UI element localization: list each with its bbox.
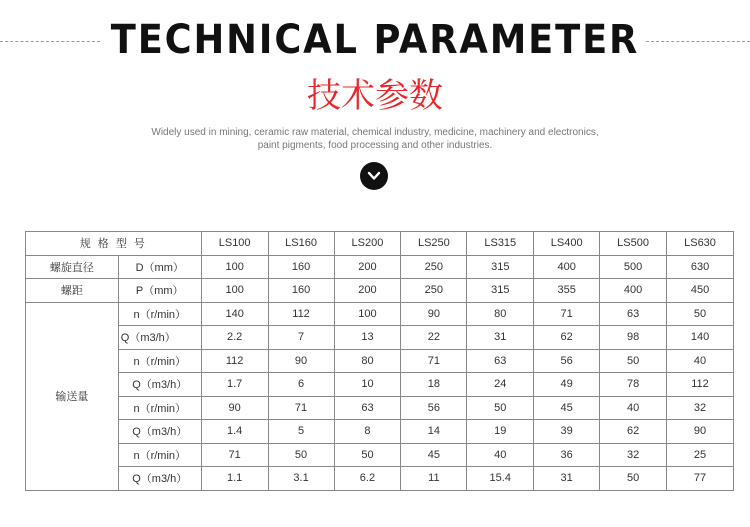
value-cell: 400 xyxy=(534,255,600,279)
value-cell: 8 xyxy=(334,420,401,444)
value-cell: 315 xyxy=(467,255,534,279)
value-cell: 160 xyxy=(268,255,334,279)
model-header-cell: LS400 xyxy=(534,232,600,256)
value-cell: 78 xyxy=(600,373,667,397)
value-cell: 250 xyxy=(401,279,467,303)
table-row xyxy=(26,396,734,420)
value-cell: 200 xyxy=(334,255,401,279)
value-cell: 50 xyxy=(600,467,667,491)
value-cell: 450 xyxy=(667,279,734,303)
value-cell: 90 xyxy=(268,349,334,373)
value-cell: 98 xyxy=(600,326,667,350)
value-cell: 50 xyxy=(600,349,667,373)
value-cell: 11 xyxy=(401,467,467,491)
value-cell: 45 xyxy=(534,396,600,420)
value-cell: 50 xyxy=(667,302,734,326)
value-cell: 6.2 xyxy=(334,467,401,491)
value-cell: 32 xyxy=(667,396,734,420)
value-cell: 6 xyxy=(268,373,334,397)
value-cell: 10 xyxy=(334,373,401,397)
value-cell: 3.1 xyxy=(268,467,334,491)
value-cell: 500 xyxy=(600,255,667,279)
value-cell: 71 xyxy=(201,443,268,467)
value-cell: 13 xyxy=(334,326,401,350)
technical-parameter-table xyxy=(25,231,734,491)
param-label-cell: Q（m3/h） xyxy=(118,373,201,397)
page-title-english: TECHNICAL PARAMETER xyxy=(110,17,640,63)
table-row xyxy=(26,373,734,397)
model-header-cell: LS200 xyxy=(334,232,401,256)
value-cell: 100 xyxy=(201,255,268,279)
table-header-row xyxy=(26,232,734,256)
model-header-cell: LS315 xyxy=(467,232,534,256)
description-text xyxy=(100,126,650,152)
value-cell: 2.2 xyxy=(201,326,268,350)
value-cell: 40 xyxy=(600,396,667,420)
value-cell: 112 xyxy=(268,302,334,326)
value-cell: 56 xyxy=(534,349,600,373)
param-label-cell: n（r/min） xyxy=(118,396,201,420)
value-cell: 630 xyxy=(667,255,734,279)
model-header-cell: LS250 xyxy=(401,232,467,256)
value-cell: 71 xyxy=(401,349,467,373)
param-label-cell: n（r/min） xyxy=(118,443,201,467)
model-header-cell: LS100 xyxy=(201,232,268,256)
group-label-cell: 输送量 xyxy=(26,302,119,490)
model-header-cell: LS500 xyxy=(600,232,667,256)
value-cell: 31 xyxy=(467,326,534,350)
value-cell: 63 xyxy=(334,396,401,420)
value-cell: 62 xyxy=(534,326,600,350)
value-cell: 40 xyxy=(467,443,534,467)
table-row xyxy=(26,302,734,326)
value-cell: 112 xyxy=(667,373,734,397)
value-cell: 1.7 xyxy=(201,373,268,397)
value-cell: 50 xyxy=(467,396,534,420)
table-row xyxy=(26,279,734,303)
value-cell: 62 xyxy=(600,420,667,444)
value-cell: 400 xyxy=(600,279,667,303)
value-cell: 100 xyxy=(201,279,268,303)
param-label-cell: n（r/min） xyxy=(118,349,201,373)
scroll-down-button[interactable] xyxy=(360,162,388,190)
value-cell: 315 xyxy=(467,279,534,303)
value-cell: 25 xyxy=(667,443,734,467)
header-label-cell: 规 格 型 号 xyxy=(26,232,202,256)
value-cell: 56 xyxy=(401,396,467,420)
value-cell: 112 xyxy=(201,349,268,373)
value-cell: 5 xyxy=(268,420,334,444)
value-cell: 18 xyxy=(401,373,467,397)
value-cell: 63 xyxy=(600,302,667,326)
description-line-1: Widely used in mining, ceramic raw material, chemical industry, medicine, machinery and electronics, xyxy=(151,127,599,138)
model-header-cell: LS160 xyxy=(268,232,334,256)
value-cell: 49 xyxy=(534,373,600,397)
param-label-cell: P（mm） xyxy=(118,279,201,303)
group-label-cell: 螺距 xyxy=(26,279,119,303)
value-cell: 19 xyxy=(467,420,534,444)
model-header-cell: LS630 xyxy=(667,232,734,256)
table-row xyxy=(26,443,734,467)
value-cell: 200 xyxy=(334,279,401,303)
value-cell: 45 xyxy=(401,443,467,467)
value-cell: 32 xyxy=(600,443,667,467)
value-cell: 39 xyxy=(534,420,600,444)
value-cell: 80 xyxy=(467,302,534,326)
value-cell: 50 xyxy=(268,443,334,467)
value-cell: 80 xyxy=(334,349,401,373)
page-title-chinese: 技术参数 xyxy=(307,76,443,116)
value-cell: 31 xyxy=(534,467,600,491)
value-cell: 24 xyxy=(467,373,534,397)
param-label-cell: Q（m3/h） xyxy=(118,326,201,350)
table-row xyxy=(26,255,734,279)
value-cell: 7 xyxy=(268,326,334,350)
value-cell: 14 xyxy=(401,420,467,444)
param-label-cell: D（mm） xyxy=(118,255,201,279)
value-cell: 1.4 xyxy=(201,420,268,444)
table-row xyxy=(26,420,734,444)
param-label-cell: Q（m3/h） xyxy=(118,420,201,444)
value-cell: 140 xyxy=(201,302,268,326)
value-cell: 90 xyxy=(201,396,268,420)
value-cell: 22 xyxy=(401,326,467,350)
table-row xyxy=(26,326,734,350)
value-cell: 77 xyxy=(667,467,734,491)
value-cell: 90 xyxy=(401,302,467,326)
value-cell: 160 xyxy=(268,279,334,303)
value-cell: 36 xyxy=(534,443,600,467)
description-line-2: paint pigments, food processing and other industries. xyxy=(257,140,493,151)
table-row xyxy=(26,349,734,373)
value-cell: 63 xyxy=(467,349,534,373)
value-cell: 90 xyxy=(667,420,734,444)
group-label-cell: 螺旋直径 xyxy=(26,255,119,279)
chevron-down-icon xyxy=(367,171,381,181)
value-cell: 355 xyxy=(534,279,600,303)
value-cell: 50 xyxy=(334,443,401,467)
value-cell: 1.1 xyxy=(201,467,268,491)
value-cell: 15.4 xyxy=(467,467,534,491)
value-cell: 71 xyxy=(534,302,600,326)
param-label-cell: Q（m3/h） xyxy=(118,467,201,491)
value-cell: 40 xyxy=(667,349,734,373)
value-cell: 250 xyxy=(401,255,467,279)
table-row xyxy=(26,467,734,491)
value-cell: 100 xyxy=(334,302,401,326)
value-cell: 71 xyxy=(268,396,334,420)
param-label-cell: n（r/min） xyxy=(118,302,201,326)
value-cell: 140 xyxy=(667,326,734,350)
header-section xyxy=(0,0,750,210)
